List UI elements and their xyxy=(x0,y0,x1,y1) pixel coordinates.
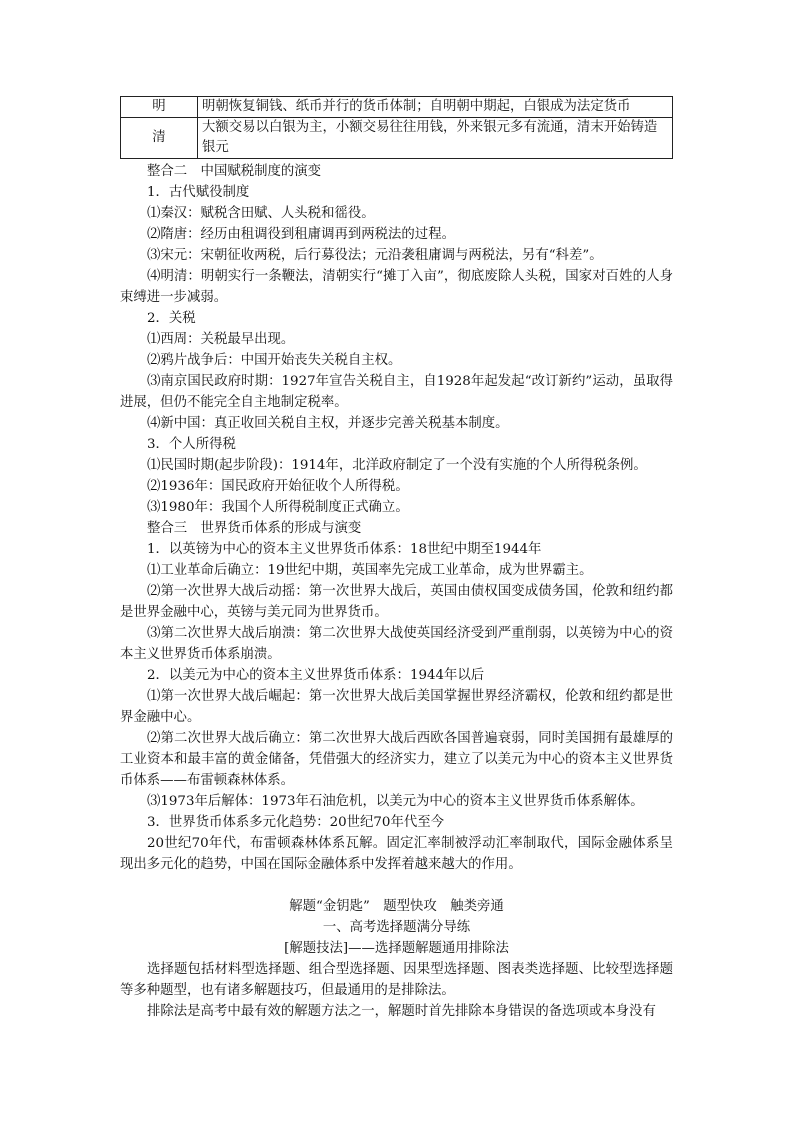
dynasty-cell: 明 xyxy=(121,97,198,118)
description-cell: 明朝恢复铜钱、纸币并行的货币体制；自明朝中期起，白银成为法定货币 xyxy=(198,97,673,118)
list-item: ⑷新中国：真正收回关税自主权，并逐步完善关税基本制度。 xyxy=(147,416,509,431)
list-item: ⑵1936年：国民政府开始征收个人所得税。 xyxy=(147,479,409,494)
list-item: ⑵第二次世界大战后确立：第二次世界大战后西欧各国普遍衰弱，同时美国拥有最雄厚的工业资本和最丰富的黄金储备，凭借强大的经济实力，建立了以美元为中心的资本主义世界货币体系——布雷顿森林体系。 xyxy=(120,731,673,788)
table-row xyxy=(121,97,673,118)
table-row xyxy=(121,118,673,159)
list-item: ⑴工业革命后确立：19世纪中期，英国率先完成工业革命，成为世界霸主。 xyxy=(147,563,593,578)
currency-system-table xyxy=(120,96,673,159)
paragraph: 选择题包括材料型选择题、组合型选择题、因果型选择题、图表类选择题、比较型选择题等多种题型，也有诸多解题技巧，但最通用的是排除法。 xyxy=(120,962,673,998)
subheading: 1．以英镑为中心的资本主义世界货币体系：18世纪中期至1944年 xyxy=(147,542,542,557)
list-item: ⑶1973年后解体：1973年石油危机，以美元为中心的资本主义世界货币体系解体。 xyxy=(147,794,644,809)
list-item: ⑶1980年：我国个人所得税制度正式确立。 xyxy=(147,500,409,515)
subheading: 2．以美元为中心的资本主义世界货币体系：1944年以后 xyxy=(147,668,485,683)
dynasty-cell: 清 xyxy=(121,118,198,159)
list-item: ⑵鸦片战争后：中国开始丧失关税自主权。 xyxy=(147,353,402,368)
technique-heading: [解题技法]——选择题解题通用排除法 xyxy=(284,941,509,956)
subsection-heading: 一、高考选择题满分导练 xyxy=(322,920,471,935)
subheading: 1．古代赋役制度 xyxy=(147,185,250,200)
description-cell: 大额交易以白银为主，小额交易往往用钱，外来银元多有流通，清末开始铸造银元 xyxy=(198,118,673,159)
subheading: 3．世界货币体系多元化趋势：20世纪70年代至今 xyxy=(147,815,445,830)
body-text xyxy=(120,161,673,1022)
list-item: ⑴西周：关税最早出现。 xyxy=(147,332,295,347)
paragraph: 排除法是高考中最有效的解题方法之一，解题时首先排除本身错误的备选项或本身没有 xyxy=(147,1004,656,1019)
list-item: ⑶南京国民政府时期：1927年宣告关税自主，自1928年起发起“改订新约”运动，虽取得进展，但仍不能完全自主地制定税率。 xyxy=(120,374,673,410)
list-item: ⑶第二次世界大战后崩溃：第二次世界大战使英国经济受到严重削弱，以英镑为中心的资本主义世界货币体系崩溃。 xyxy=(120,626,673,662)
list-item: ⑶宋元：宋朝征收两税，后行募役法；元沿袭租庸调与两税法，另有“科差”。 xyxy=(147,248,603,263)
list-item: ⑴第一次世界大战后崛起：第一次世界大战后美国掌握世界经济霸权，伦敦和纽约都是世界金融中心。 xyxy=(120,689,673,725)
subheading: 2．关税 xyxy=(147,311,196,326)
list-item: ⑴秦汉：赋税含田赋、人头税和徭役。 xyxy=(147,206,375,221)
section-title: 整合三 世界货币体系的形成与演变 xyxy=(147,521,362,536)
list-item: ⑴民国时期(起步阶段)：1914年，北洋政府制定了一个没有实施的个人所得税条例。 xyxy=(147,458,647,473)
section-title: 整合二 中国赋税制度的演变 xyxy=(147,164,322,179)
banner-heading: 解题“金钥匙” 题型快攻 触类旁通 xyxy=(289,899,504,914)
subheading: 3．个人所得税 xyxy=(147,437,236,452)
list-item: ⑵隋唐：经历由租调役到租庸调再到两税法的过程。 xyxy=(147,227,455,242)
list-item: ⑵第一次世界大战后动摇：第一次世界大战后，英国由债权国变成债务国，伦敦和纽约都是世界金融中心，英镑与美元同为世界货币。 xyxy=(120,584,673,620)
paragraph: 20世纪70年代，布雷顿森林体系瓦解。固定汇率制被浮动汇率制取代，国际金融体系呈现出多元化的趋势，中国在国际金融体系中发挥着越来越大的作用。 xyxy=(120,836,673,872)
list-item: ⑷明清：明朝实行一条鞭法，清朝实行“摊丁入亩”，彻底废除人头税，国家对百姓的人身束缚进一步减弱。 xyxy=(120,269,673,305)
